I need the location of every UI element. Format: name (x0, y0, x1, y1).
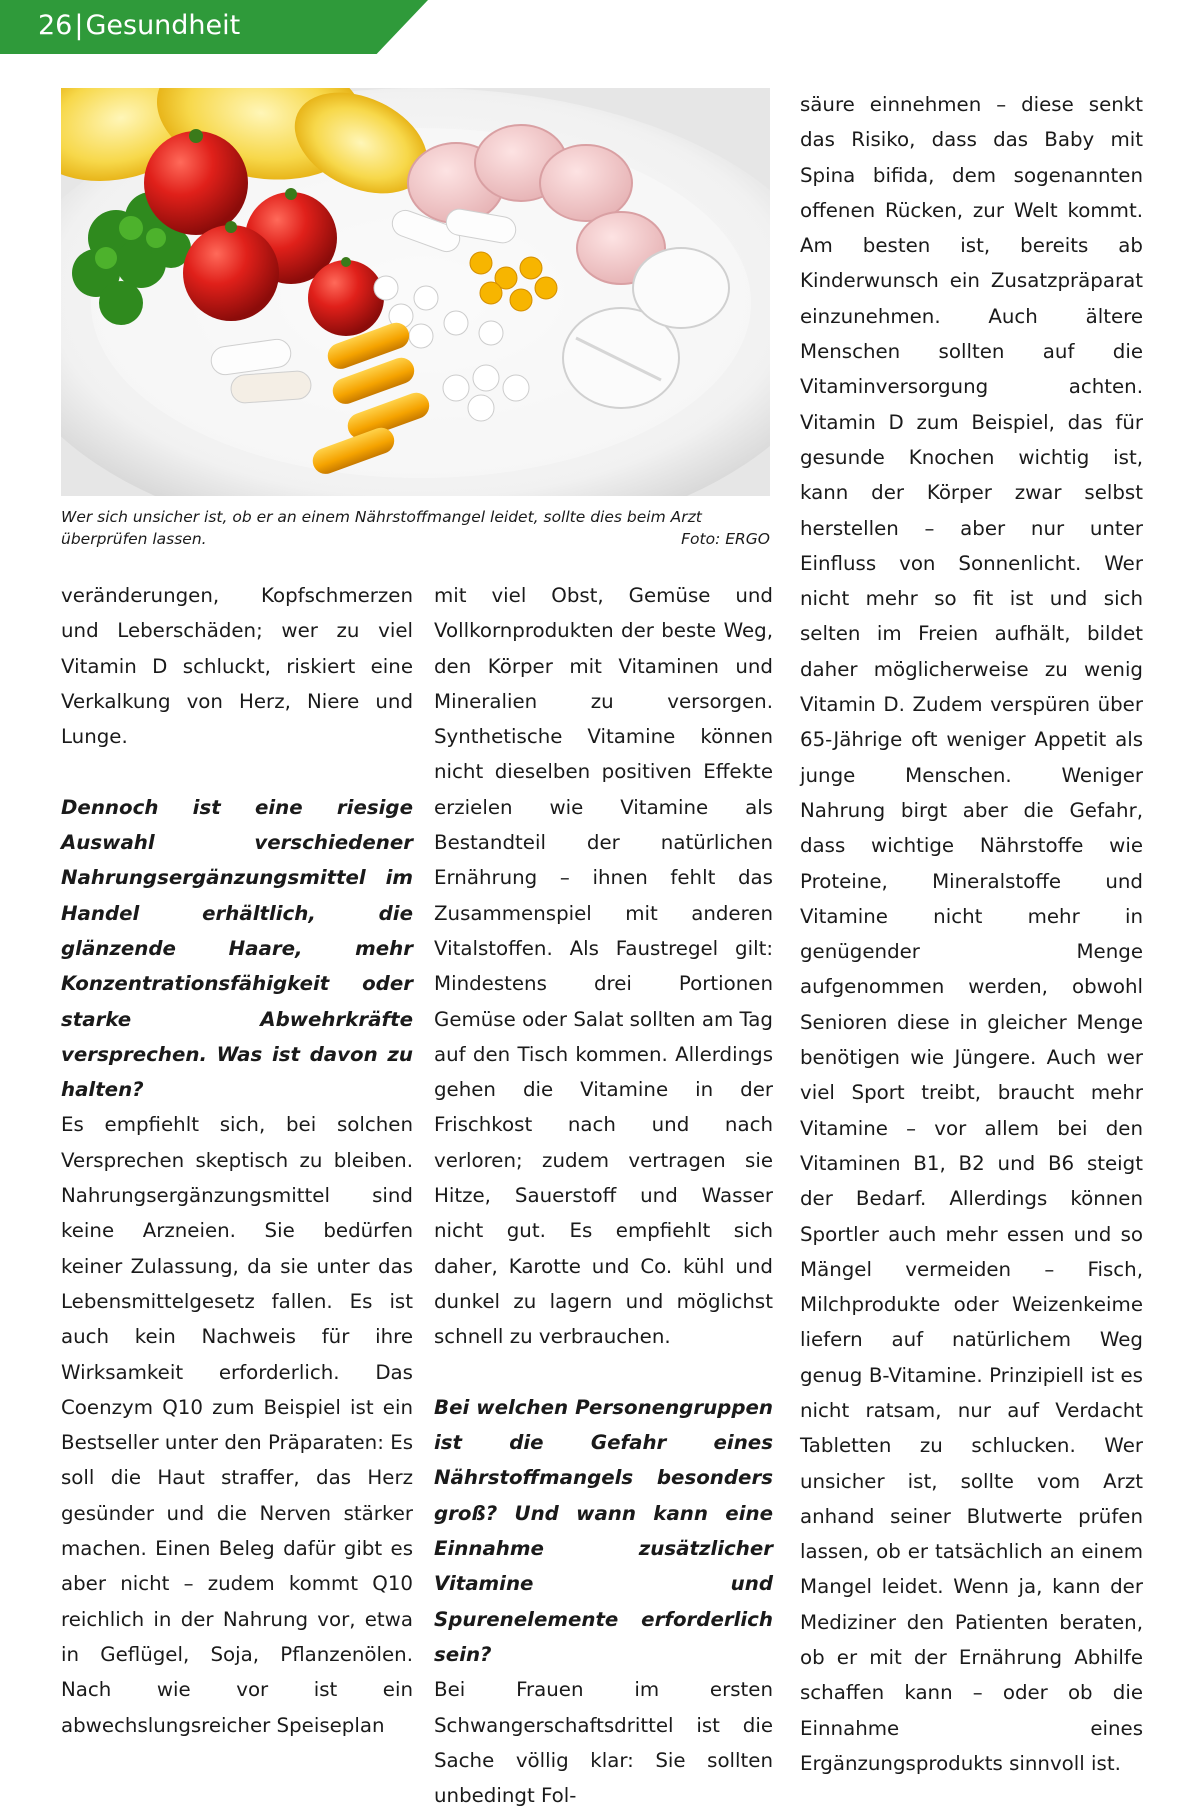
section-header (38, 8, 240, 44)
paragraph-gap (434, 1355, 773, 1390)
page-number: 26 (38, 10, 73, 41)
paragraph: mit viel Obst, Gemüse und Vollkornprodukten der beste Weg, den Körper mit Vitaminen und Mineralien zu versorgen. Synthetische Vitamine können nicht dieselben positiven Effekte erzielen wie Vitamine als Bestandteil der natürlichen Ernährung – ihnen fehlt das Zusammenspiel mit anderen Vitalstoffen. Als Faustregel gilt: Mindestens drei Portionen Gemüse oder Salat sollten am Tag auf den Tisch kommen. Allerdings gehen die Vitamine in der Frischkost nach und nach verloren; zudem vertragen sie Hitze, Sauerstoff und Wasser nicht gut. Es empfiehlt sich daher, Karotte und Co. kühl und dunkel zu lagern und möglichst schnell zu verbrauchen. (434, 584, 773, 1349)
article-photo (61, 88, 770, 496)
paragraph-gap (61, 754, 413, 789)
paragraph: säure einnehmen – diese senkt das Risiko, dass das Baby mit Spina bifida, dem sogenannten offenen Rücken, zur Welt kommt. Am besten ist, bereits ab Kinderwunsch ein Zusatzpräparat einzunehmen. Auch ältere Menschen sollten auf die Vitaminversorgung achten. Vitamin D zum Beispiel, das für gesunde Knochen wichtig ist, kann der Körper zwar selbst herstellen – aber nur unter Einfluss von Sonnenlicht. Wer nicht mehr so fit ist und sich selten im Freien aufhält, bildet daher möglicherweise zu wenig Vitamin D. Zudem verspüren über 65-Jährige oft weniger Appetit als junge Menschen. Weniger Nahrung birgt aber die Gefahr, dass wichtige Nährstoffe wie Proteine, Mineralstoffe und Vitamine nicht mehr in genügender Menge aufgenommen werden, obwohl Senioren diese in gleicher Menge benötigen wie Jüngere. Auch wer viel Sport treibt, braucht mehr Vitamine – vor allem bei den Vitaminen B1, B2 und B6 steigt der Bedarf. Allerdings können Sportler auch mehr essen und so Mängel vermeiden – Fisch, Milchprodukte oder Weizenkeime liefern auf natürlichem Weg genug B-Vitamine. Prinzipiell ist es nicht ratsam, nur auf Verdacht Tabletten zu schlucken. Wer unsicher ist, sollte vom Arzt anhand seiner Blutwerte prüfen lassen, ob er tatsächlich an einem Mangel leidet. Wenn ja, kann der Mediziner den Patienten beraten, ob er mit der Ernährung Abhilfe schaffen kann – oder ob die Einnahme eines Ergänzungsprodukts sinnvoll ist. (800, 93, 1143, 1775)
photo-credit: Foto: ERGO (681, 530, 770, 548)
text-column-1 (61, 578, 413, 1743)
paragraph: Bei Frauen im ersten Schwangerschaftsdrittel ist die Sache völlig klar: Sie sollten unbedingt Fol- (434, 1678, 773, 1808)
plate-illustration (61, 88, 770, 496)
section-title: Gesundheit (85, 10, 241, 41)
interview-question: Dennoch ist eine riesige Auswahl verschiedener Nahrungsergänzungsmittel im Handel erhältlich, die glänzende Haare, mehr Konzentrationsfähigkeit oder starke Abwehrkräfte versprechen. Was ist davon zu halten? (61, 795, 413, 1102)
header-separator: | (74, 10, 84, 41)
caption-text: Wer sich unsicher ist, ob er an einem Nährstoffmangel leidet, sollte dies beim Arzt überprüfen lassen. (61, 508, 702, 548)
text-column-3 (800, 87, 1143, 1781)
paragraph: veränderungen, Kopfschmerzen und Leberschäden; wer zu viel Vitamin D schluckt, riskiert eine Verkalkung von Herz, Niere und Lunge. (61, 584, 413, 749)
paragraph: Es empfiehlt sich, bei solchen Versprechen skeptisch zu bleiben. Nahrungsergänzungsmittel sind keine Arzneien. Sie bedürfen keiner Zulassung, da sie unter das Lebensmittelgesetz fallen. Es ist auch kein Nachweis für ihre Wirksamkeit erforderlich. Das Coenzym Q10 zum Beispiel ist ein Bestseller unter den Präparaten: Es soll die Haut straffer, das Herz gesünder und die Nerven stärker machen. Einen Beleg dafür gibt es aber nicht – zudem kommt Q10 reichlich in der Nahrung vor, etwa in Geflügel, Soja, Pflanzenölen. Nach wie vor ist ein abwechslungsreicher Speiseplan (61, 1113, 413, 1737)
photo-caption (61, 506, 770, 550)
text-column-2 (434, 578, 773, 1813)
interview-question: Bei welchen Personengruppen ist die Gefahr eines Nährstoffmangels besonders groß? Und wann kann eine Einnahme zusätzlicher Vitamine und Spurenelemente erforderlich sein? (434, 1395, 773, 1666)
